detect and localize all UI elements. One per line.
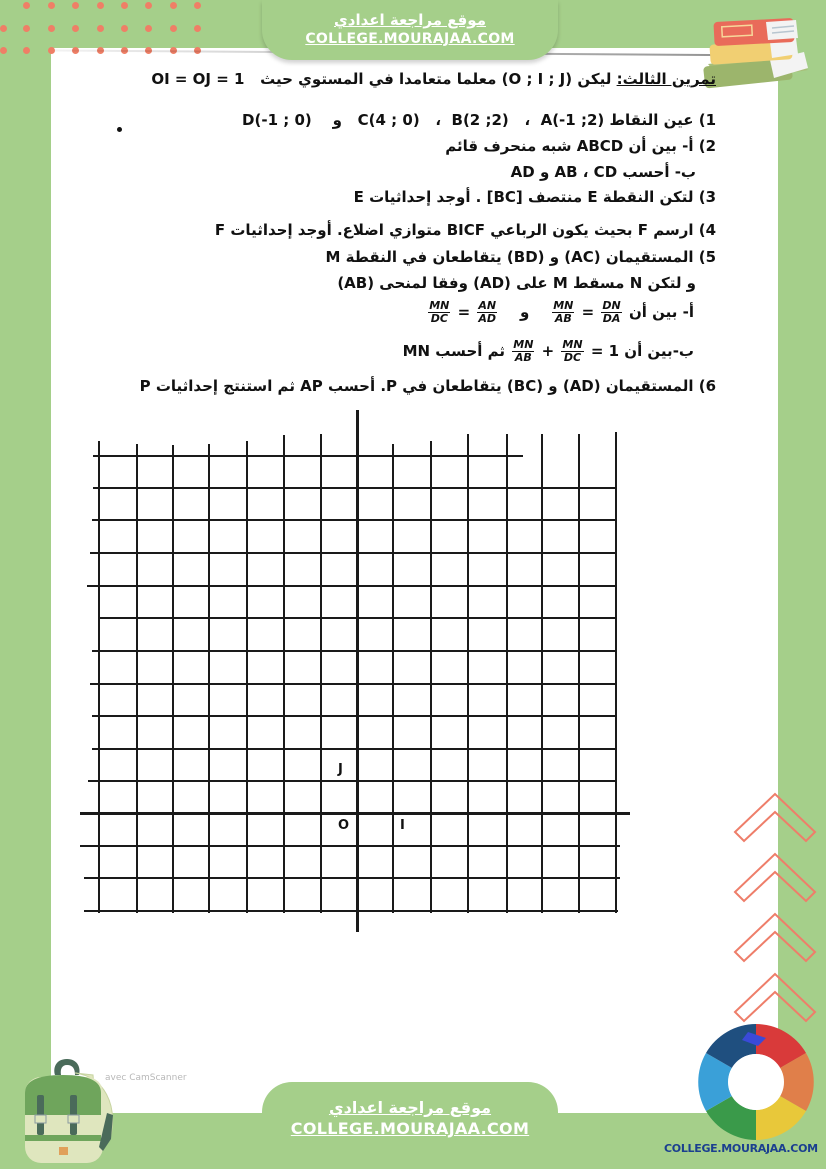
footer-site-title-ar[interactable]: موقع مراجعة اعدادي [328,1098,492,1117]
exercise-title: تمرين الثالث: [616,70,716,88]
footer-logo-text: COLLEGE.MOURAJAA.COM [664,1142,818,1155]
question-4: 4) ارسم F بحيث يكون الرباعي BICF متوازي اضلاع. أوجد إحداثيات F [214,221,716,239]
question-5b [403,339,694,364]
footer-site-tab[interactable] [262,1082,558,1169]
exercise-intro [151,70,716,88]
fraction: $\frac{MN}{DC}$ [562,338,583,364]
q1-number: 1) [698,111,716,129]
question-6: 6) المستقيمان (AD) و (BC) يتقاطعان في P. أحسب AP ثم استنتج إحداثيات P [139,377,716,395]
q5a-prefix: أ- بين أن [628,303,694,321]
books-stack-icon [700,12,820,92]
conjunction: و [520,303,530,321]
q2a-text: أ- بين أن ABCD شبه منحرف قائم [445,137,694,155]
q2-number: 2) [698,137,716,155]
scanner-watermark: avec CamScanner [105,1073,187,1083]
header-site-title-ar[interactable]: موقع مراجعة اعدادي [334,11,486,29]
header-site-link[interactable]: COLLEGE.MOURAJAA.COM [305,31,515,47]
q1-text: عين النقاط [609,111,694,129]
unit-y-label: J [338,762,343,777]
question-1 [242,111,716,129]
fraction: $\frac{AN}{AD}$ [478,299,497,325]
conjunction: و [332,111,342,129]
question-2b: ب- أحسب AB ، CD و AD [510,163,696,181]
fraction: $\frac{MN}{AB}$ [553,299,574,325]
separator: ، [435,111,442,129]
question-5a [426,300,694,325]
unit-x-label: I [400,818,405,833]
backpack-icon [15,1055,115,1165]
question-3: 3) لتكن النقطة E منتصف [BC] . أوجد إحداثيات E [353,188,716,206]
fraction: $\frac{DN}{DA}$ [602,299,621,325]
point-b: B(2 ;2) [451,111,509,129]
footer-site-link[interactable]: COLLEGE.MOURAJAA.COM [290,1119,530,1138]
question-5-sub: و لتكن N مسقط M على (AD) وفقا لمنحى (AB) [337,274,696,292]
separator: ، [524,111,531,129]
q5a-equations: $\frac{MN}{DC}$ = $\frac{AN}{AD}$ و $\frac{MN}{AB}$ = $\frac{DN}{DA}$ [429,299,621,325]
stray-dot [117,127,122,132]
question-5: 5) المستقيمان (AC) و (BD) يتقاطعان في النقطة M [325,248,716,266]
intro-equation: OI = OJ = 1 [151,70,245,88]
question-2a [445,137,716,155]
q5b-suffix: ثم أحسب MN [402,342,506,360]
q5b-prefix: ب-بين أن 1 = [590,342,694,360]
intro-text: ليكن (O ; I ; J) معلما متعامدا في المستوي حيث [260,70,612,88]
origin-label: O [338,818,350,833]
header-site-tab[interactable] [262,0,558,60]
college-logo-icon [696,1022,816,1142]
point-d: D(-1 ; 0) [242,111,312,129]
q5b-equation: $\frac{MN}{AB}$ + $\frac{MN}{DC}$ [513,338,583,364]
fraction: $\frac{MN}{DC}$ [429,299,450,325]
chevron-up-decoration-icon [730,790,820,1030]
point-c: C(4 ; 0) [357,111,420,129]
exercise-statement [139,64,716,404]
fraction: $\frac{MN}{AB}$ [513,338,534,364]
point-a: A(-1 ;2) [540,111,605,129]
